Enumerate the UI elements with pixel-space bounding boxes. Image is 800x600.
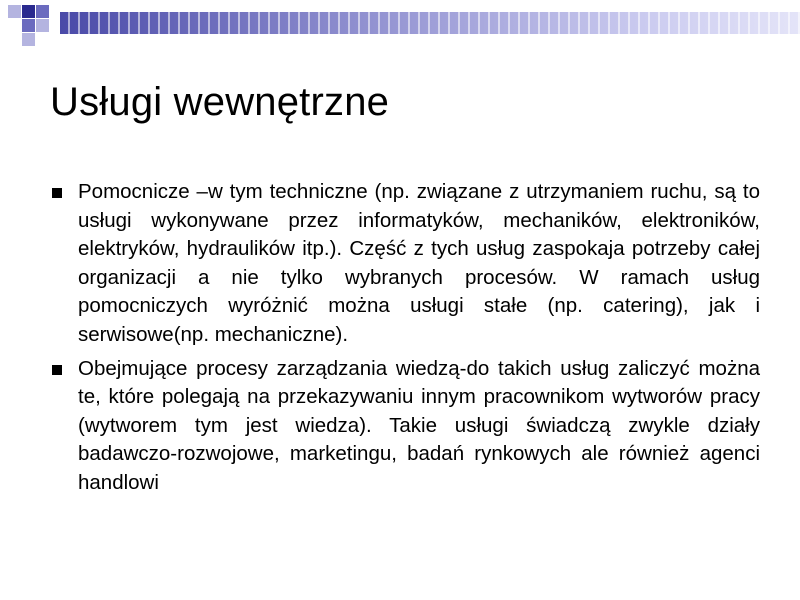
- square-bullet-icon: [52, 188, 62, 198]
- square-bullet-icon: [52, 365, 62, 375]
- bullet-list: [48, 178, 760, 503]
- deco-gradient-strip: [60, 12, 800, 34]
- bullet-text: Obejmujące procesy zarządzania wiedzą-do takich usług zaliczyć można te, które polegają na przekazywaniu innym pracownikom wytworów pracy (wytworem tym jest wiedza). Takie usługi świadczą zwykle działy badawczo-rozwojowe, marketingu, badań rynkowych ale również agenci handlowi: [78, 356, 760, 494]
- deco-square: [22, 19, 35, 32]
- bullet-text: Pomocnicze –w tym techniczne (np. związane z utrzymaniem ruchu, są to usługi wykonywane przez informatyków, mechaników, elektroników, elektryków, hydraulików itp.). Część z tych usług zaspokaja potrzeby całej organizacji a nie tylko wybranych procesów. W ramach usług pomocniczych wyróżnić można usługi stałe (np. catering), jak i serwisowe(np. mechaniczne).: [78, 180, 760, 346]
- bullet-item-support-services: [48, 178, 760, 350]
- deco-square: [36, 5, 49, 18]
- deco-square: [22, 33, 35, 46]
- bullet-item-knowledge-services: [48, 355, 760, 498]
- decorative-header-band: [0, 0, 800, 50]
- slide-title: Usługi wewnętrzne: [50, 80, 390, 124]
- deco-square: [22, 5, 35, 18]
- deco-square: [36, 19, 49, 32]
- deco-square: [8, 5, 21, 18]
